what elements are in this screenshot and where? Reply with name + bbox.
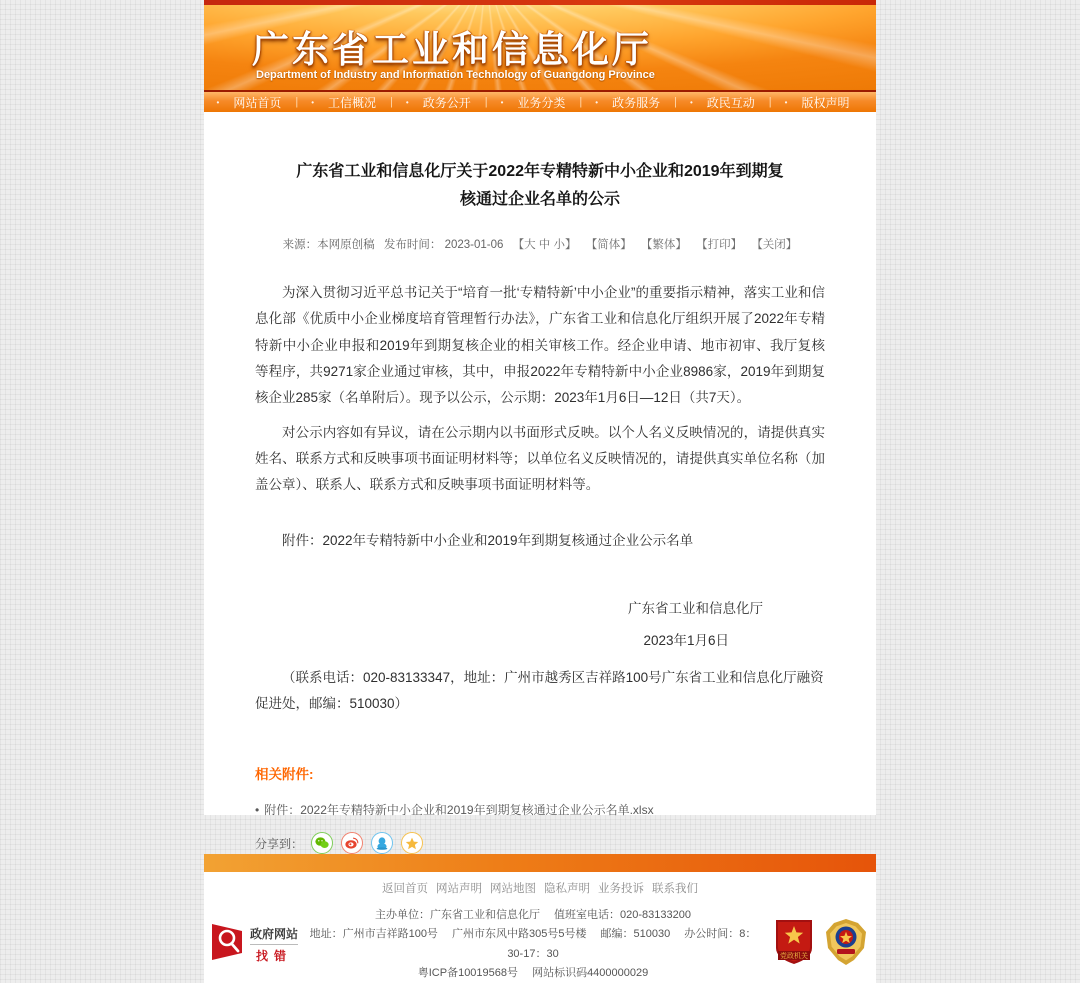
- footer-orange-bar: [204, 854, 876, 872]
- nav-item[interactable]: • 网站首页 |: [217, 94, 299, 111]
- footer-link[interactable]: 网站声明: [436, 883, 482, 896]
- article-title: 广东省工业和信息化厅关于2022年专精特新中小企业和2019年到期复核通过企业名单的公示: [296, 163, 784, 208]
- simplified-button[interactable]: 【简体】: [585, 239, 632, 251]
- footer-link[interactable]: 返回首页: [382, 883, 428, 896]
- nav-item[interactable]: • 政民互动 |: [690, 94, 772, 111]
- font-size-tool[interactable]: 【大 中 小】: [512, 239, 577, 251]
- nav-item[interactable]: • 政务公开 |: [406, 94, 488, 111]
- footer-main: [204, 896, 876, 983]
- police-badge-icon[interactable]: [824, 918, 868, 971]
- footer-links: [204, 880, 876, 896]
- attachment-mention: 附件：2022年专精特新中小企业和2019年到期复核通过企业公示名单: [282, 532, 694, 548]
- footer-host-line: 主办单位：广东省工业和信息化厅 值班室电话：020-83133200: [374, 909, 691, 922]
- paragraph-2: 对公示内容如有异议，请在公示期内以书面形式反映。以个人名义反映情况的，请提供真实姓名、联系方式和反映事项书面证明材料等；以单位名义反映情况的，请提供真实单位名称（加盖公章）、联系人、联系方式和反映事项书面证明材料等。: [255, 424, 825, 493]
- main-nav: [204, 92, 876, 112]
- svg-text:党政机关: 党政机关: [780, 953, 808, 961]
- nav-item[interactable]: • 业务分类 |: [501, 94, 583, 111]
- print-button[interactable]: 【打印】: [696, 239, 743, 251]
- gov-site-find-error-widget[interactable]: [212, 923, 308, 966]
- footer-info: [308, 906, 758, 983]
- meta-publish-time: 发布时间： 2023-01-06: [383, 239, 504, 251]
- close-button[interactable]: 【关闭】: [751, 239, 798, 251]
- weibo-icon[interactable]: [341, 832, 363, 854]
- party-gov-shield-badge[interactable]: [774, 918, 814, 971]
- magnifier-flag-icon: [212, 923, 246, 966]
- nav-item[interactable]: • 工信概况 |: [311, 94, 393, 111]
- signature-date: 2023年1月6日: [643, 632, 729, 648]
- attachment-link[interactable]: • 附件：2022年专精特新中小企业和2019年到期复核通过企业公示名单.xlsx: [255, 801, 825, 818]
- site-banner: [204, 5, 876, 90]
- find-error-label: 政府网站 找错: [250, 927, 299, 964]
- nav-item[interactable]: • 版权声明: [785, 94, 864, 111]
- contact-info: （联系电话：020-83133347，地址：广州市越秀区吉祥路100号广东省工业和信息化厅融资促进处，邮编：510030）: [255, 669, 824, 711]
- qq-icon[interactable]: [371, 832, 393, 854]
- footer-link[interactable]: 业务投诉: [598, 883, 644, 896]
- footer-link[interactable]: 网站地图: [490, 883, 536, 896]
- footer-link[interactable]: 联系我们: [652, 883, 698, 896]
- site-subtitle: Department of Industry and Information Technology of Guangdong Province: [256, 69, 655, 81]
- site-title: 广东省工业和信息化厅: [252, 29, 652, 70]
- footer: [204, 872, 876, 983]
- nav-item[interactable]: • 政务服务 |: [595, 94, 677, 111]
- page-column: [204, 0, 876, 979]
- footer-link[interactable]: 隐私声明: [544, 883, 590, 896]
- article-meta: [255, 236, 825, 252]
- paragraph-1: 为深入贯彻习近平总书记关于“培育一批‘专精特新’中小企业”的重要指示精神，落实工业和信息化部《优质中小企业梯度培育管理暂行办法》，广东省工业和信息化厅组织开展了2022年专精特新中小企业申报和2019年到期复核企业的相关审核工作。经企业申请、地市初审、我厅复核等程序，共9271家企业通过审核，其中，申报2022年专精特新中小企业8986家，2019年到期复核企业285家（名单附后）。现予以公示，公示期：2023年1月6日—12日（共7天）。: [255, 285, 825, 406]
- related-attachments-heading: 相关附件:: [255, 767, 314, 783]
- wechat-icon[interactable]: [311, 832, 333, 854]
- article-content: [204, 112, 876, 854]
- related-attachments-list: [255, 801, 825, 818]
- share-label: 分享到：: [255, 836, 304, 851]
- footer-address-line: 地址：广州市吉祥路100号 广州市东风中路305号5号楼 邮编：510030 办公时间：8：30-17：30: [309, 928, 757, 960]
- meta-source: 来源：本网原创稿: [282, 239, 375, 251]
- footer-badges: [758, 918, 868, 971]
- footer-icp-line: 粤ICP备10019568号 网站标识码4400000029: [417, 966, 649, 979]
- share-row: [255, 832, 825, 854]
- traditional-button[interactable]: 【繁体】: [640, 239, 687, 251]
- qzone-star-icon[interactable]: [401, 832, 423, 854]
- signature-department: 广东省工业和信息化厅: [628, 600, 763, 616]
